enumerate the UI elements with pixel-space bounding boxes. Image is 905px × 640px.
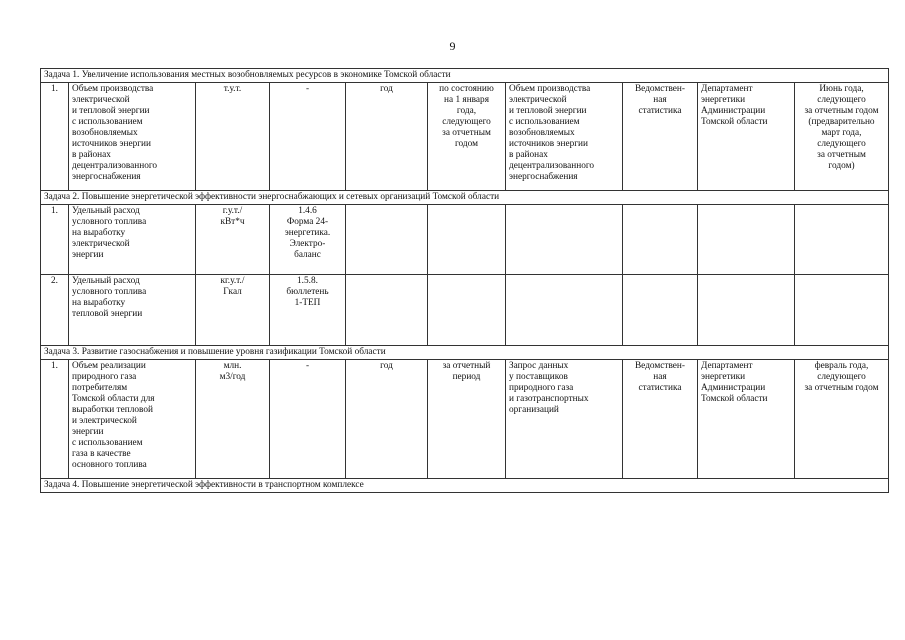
task-header-row [41, 69, 889, 83]
timing-cell: по состоянию на 1 января года, следующего за отчетным годом [428, 83, 506, 191]
task-header-row [41, 346, 889, 360]
row-number: 1. [41, 205, 69, 275]
table-row [41, 360, 889, 479]
responsible-cell [698, 205, 795, 275]
deadline-cell: февраль года, следующего за отчетным годом [795, 360, 889, 479]
indicator-name: Удельный расход условного топлива на выработку тепловой энергии [69, 275, 196, 346]
task-title: Задача 3. Развитие газоснабжения и повышение уровня газификации Томской области [41, 346, 889, 360]
statistics-cell [623, 275, 698, 346]
responsible-cell: Департамент энергетики Администрации Томской области [698, 83, 795, 191]
method-cell [506, 275, 623, 346]
table-row [41, 275, 889, 346]
row-number: 2. [41, 275, 69, 346]
source-cell: 1.4.6 Форма 24- энергетика. Электро- баланс [270, 205, 346, 275]
row-number: 1. [41, 360, 69, 479]
row-number: 1. [41, 83, 69, 191]
unit-cell: г.у.т./ кВт*ч [196, 205, 270, 275]
task-header-row [41, 191, 889, 205]
task-title: Задача 2. Повышение энергетической эффективности энергоснабжающих и сетевых организаций Томской области [41, 191, 889, 205]
unit-cell: млн. м3/год [196, 360, 270, 479]
method-cell: Объем производства электрической и тепловой энергии с использованием возобновляемых источников энергии в районах децентрализованного энергоснабжения [506, 83, 623, 191]
method-cell [506, 205, 623, 275]
indicator-name: Объем производства электрической и тепловой энергии с использованием возобновляемых источников энергии в районах децентрализованного энергоснабжения [69, 83, 196, 191]
deadline-cell: Июнь года, следующего за отчетным годом (предварительно март года, следующего за отчетным годом) [795, 83, 889, 191]
task-header-row [41, 479, 889, 493]
period-cell: год [346, 360, 428, 479]
source-cell: 1.5.8. бюллетень 1-ТЕП [270, 275, 346, 346]
deadline-cell [795, 205, 889, 275]
table-row [41, 83, 889, 191]
indicators-table [40, 68, 889, 493]
unit-cell: т.у.т. [196, 83, 270, 191]
statistics-cell [623, 205, 698, 275]
deadline-cell [795, 275, 889, 346]
responsible-cell [698, 275, 795, 346]
period-cell: год [346, 83, 428, 191]
table-row [41, 205, 889, 275]
method-cell: Запрос данных у поставщиков природного газа и газотранспортных организаций [506, 360, 623, 479]
timing-cell: за отчетный период [428, 360, 506, 479]
source-cell: - [270, 83, 346, 191]
source-cell: - [270, 360, 346, 479]
task-title: Задача 1. Увеличение использования местных возобновляемых ресурсов в экономике Томской области [41, 69, 889, 83]
responsible-cell: Департамент энергетики Администрации Томской области [698, 360, 795, 479]
indicator-name: Объем реализации природного газа потребителям Томской области для выработки тепловой и электрической энергии с использованием газа в качестве основного топлива [69, 360, 196, 479]
statistics-cell: Ведомствен- ная статистика [623, 360, 698, 479]
timing-cell [428, 205, 506, 275]
period-cell [346, 205, 428, 275]
page-number: 9 [449, 39, 456, 53]
timing-cell [428, 275, 506, 346]
period-cell [346, 275, 428, 346]
unit-cell: кг.у.т./ Гкал [196, 275, 270, 346]
task-title: Задача 4. Повышение энергетической эффективности в транспортном комплексе [41, 479, 889, 493]
indicator-name: Удельный расход условного топлива на выработку электрической энергии [69, 205, 196, 275]
statistics-cell: Ведомствен- ная статистика [623, 83, 698, 191]
